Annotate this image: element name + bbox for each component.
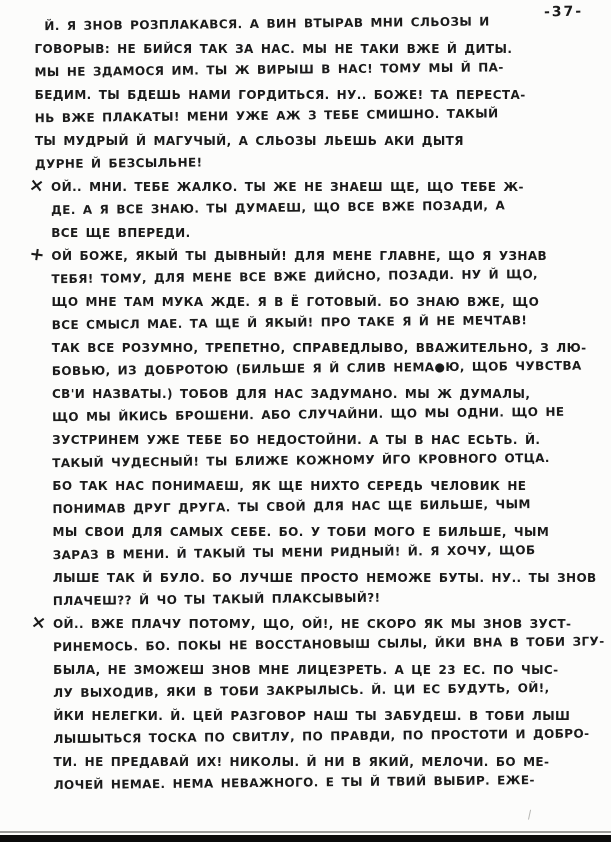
handwritten-line: ПОНИМАВ ДРУГ ДРУГА. ТЫ СВОЙ ДЛЯ НАС ЩЕ БИЛЬШЕ, ЧЫМ	[52, 497, 531, 517]
handwritten-line: ЩО МЫ ЙКИСЬ БРОШЕНИ. АБО СЛУЧАЙНИ. ЩО МЫ ОДНИ. ЩО НЕ	[51, 404, 565, 425]
handwritten-line: РИНЕМОСЬ. БО. ПОКЫ НЕ ВОССТАНОВЫШ СЫЛЫ, ЙКИ ВНА В ТОБИ ЗГУ-	[52, 634, 605, 655]
x-mark-icon: ×	[27, 174, 46, 198]
handwritten-line: ГОВОРЫВ: НЕ БИЙСЯ ТАК ЗА НАС. МЫ НЕ ТАКИ ВЖЕ Й ДИТЫ.	[34, 42, 513, 57]
handwritten-line: ТЕБЯ! ТОМУ, ДЛЯ МЕНЕ ВСЕ ВЖЕ ДИЙСНО, ПОЗАДИ. НУ Й ЩО,	[51, 267, 539, 287]
handwritten-line: БО ТАК НАС ПОНИМАЕШ, ЯК ЩЕ НИХТО СЕРЕДЬ ЧЕЛОВИК НЕ	[52, 479, 527, 494]
handwritten-line: ВСЕ ЩЕ ВПЕРЕДИ.	[51, 226, 191, 241]
handwritten-line: ТАКЫЙ ЧУДЕСНЫЙ! ТЫ БЛИЖЕ КОЖНОМУ ЙГО КРОВНОГО ОТЦА.	[52, 450, 550, 471]
handwritten-line: ЛОЧЕЙ НЕМАЕ. НЕМА НЕВАЖНОГО. Е ТЫ Й ТВИЙ ВЫБИР. ЕЖЕ-	[53, 773, 535, 793]
scan-edge-hairline	[0, 831, 611, 833]
stray-ink-mark	[528, 810, 534, 821]
paragraph	[29, 611, 605, 797]
handwritten-line: ЗУСТРИНЕМ УЖЕ ТЕБЕ БО НЕДОСТОЙНИ. А ТЫ В НАС ЕСЬТЬ. Й.	[52, 433, 541, 448]
page-number: -37-	[543, 3, 584, 21]
handwritten-line: ОЙ.. ВЖЕ ПЛАЧУ ПОТОМУ, ЩО, ОЙ!, НЕ СКОРО ЯК МЫ ЗНОВ ЗУСТ-	[52, 617, 572, 632]
handwritten-line: ЛЫШЫТЬСЯ ТОСКА ПО СВИТЛУ, ПО ПРАВДИ, ПО ПРОСТОТИ И ДОБРО-	[53, 726, 590, 747]
paragraph	[27, 174, 602, 245]
x-mark-icon: ×	[29, 611, 48, 635]
handwritten-line: ОЙ БОЖЕ, ЯКЫЙ ТЫ ДЫВНЫЙ! ДЛЯ МЕНЕ ГЛАВНЕ, ЩО Я УЗНАВ	[51, 249, 548, 264]
handwritten-line: БЕДИМ. ТЫ БДЕШЬ НАМИ ГОРДИТЬСЯ. НУ.. БОЖЕ! ТА ПЕРЕСТА-	[34, 88, 526, 103]
handwritten-line: ПЛАЧЕШ?? Й ЧО ТЫ ТАКЫЙ ПЛАКСЫВЫЙ?!	[52, 590, 381, 609]
handwritten-line: ЗАРАЗ В МЕНИ. Й ТАКЫЙ ТЫ МЕНИ РИДНЫЙ! Й. Я ХОЧУ, ЩОБ	[52, 543, 536, 563]
plus-mark-icon: +	[28, 243, 46, 267]
paragraph	[30, 13, 602, 176]
handwritten-line: БЫЛА, НЕ ЗМОЖЕШ ЗНОВ МНЕ ЛИЦЕЗРЕТЬ. А ЦЕ 23 ЕС. ПО ЧЫС-	[53, 663, 559, 678]
handwritten-line: МЫ СВОИ ДЛЯ САМЫХ СЕБЕ. БО. У ТОБИ МОГО Е БИЛЬШЕ, ЧЫМ	[52, 525, 550, 540]
handwritten-line: ВСЕ СМЫСЛ МАЕ. ТА ЩЕ Й ЯКЫЙ! ПРО ТАКЕ Я Й НЕ МЕЧТАВ!	[51, 313, 528, 333]
handwritten-line: СВ'И НАЗВАТЫ.) ТОБОВ ДЛЯ НАС ЗАДУМАНО. МЫ Ж ДУМАЛЫ,	[51, 387, 531, 402]
handwritten-line: ЛЫШЕ ТАК Й БУЛО. БО ЛУЧШЕ ПРОСТО НЕМОЖЕ БУТЫ. НУ.. ТЫ ЗНОВ	[52, 571, 597, 586]
handwritten-line: ТИ. НЕ ПРЕДАВАЙ ИХ! НИКОЛЫ. Й НИ В ЯКИЙ, МЕЛОЧИ. БО МЕ-	[53, 755, 550, 770]
handwritten-line: ЙКИ НЕЛЕГКИ. Й. ЦЕЙ РАЗГОВОР НАШ ТЫ ЗАБУДЕШ. В ТОБИ ЛЫШ	[53, 709, 571, 724]
handwritten-line: Й. Я ЗНОВ РОЗПЛАКАВСЯ. А ВИН ВТЫРАВ МНИ СЛЬОЗЫ И	[44, 14, 490, 34]
handwritten-line: ОЙ.. МНИ. ТЕБЕ ЖАЛКО. ТЫ ЖЕ НЕ ЗНАЕШ ЩЕ, ЩО ТЕБЕ Ж-	[51, 180, 524, 195]
handwritten-line: ТАК ВСЕ РОЗУМНО, ТРЕПЕТНО, СПРАВЕДЛЫВО, ВВАЖИТЕЛЬНО, З ЛЮ-	[51, 341, 587, 356]
handwritten-line: ДУРНЕ Й БЕЗСЫЛЬНЕ!	[34, 155, 203, 172]
handwritten-text-block	[27, 13, 605, 797]
scan-edge-band	[0, 835, 611, 842]
handwritten-line: ТЫ МУДРЫЙ Й МАГУЧЫЙ, А СЛЬОЗЫ ЛЬЕШЬ АКИ ДЫТЯ	[34, 134, 464, 149]
handwritten-line: НЬ ВЖЕ ПЛАКАТЫ! МЕНИ УЖЕ АЖ З ТЕБЕ СМИШНО. ТАКЫЙ	[34, 106, 499, 126]
handwritten-line: БОВЬЮ, ИЗ ДОБРОТОЮ (БИЛЬШЕ Я Й СЛИВ НЕМА●Ю, ЩОБ ЧУВСТВА	[51, 358, 582, 379]
handwritten-line: ДЕ. А Я ВСЕ ЗНАЮ. ТЫ ДУМАЕШ, ЩО ВСЕ ВЖЕ ПОЗАДИ, А	[51, 198, 506, 218]
handwritten-line: МЫ НЕ ЗДАМОСЯ ИМ. ТЫ Ж ВИРЫШ В НАС! ТОМУ МЫ Й ПА-	[34, 60, 504, 80]
handwritten-line: ЛУ ВЫХОДИВ, ЯКИ В ТОБИ ЗАКРЫЛЫСЬ. Й. ЦИ ЕС БУДУТЬ, ОЙ!,	[53, 680, 550, 701]
paragraph	[28, 243, 604, 613]
handwritten-line: ЩО МНЕ ТАМ МУКА ЖДЕ. Я В Ё ГОТОВЫЙ. БО ЗНАЮ ВЖЕ, ЩО	[51, 295, 540, 310]
